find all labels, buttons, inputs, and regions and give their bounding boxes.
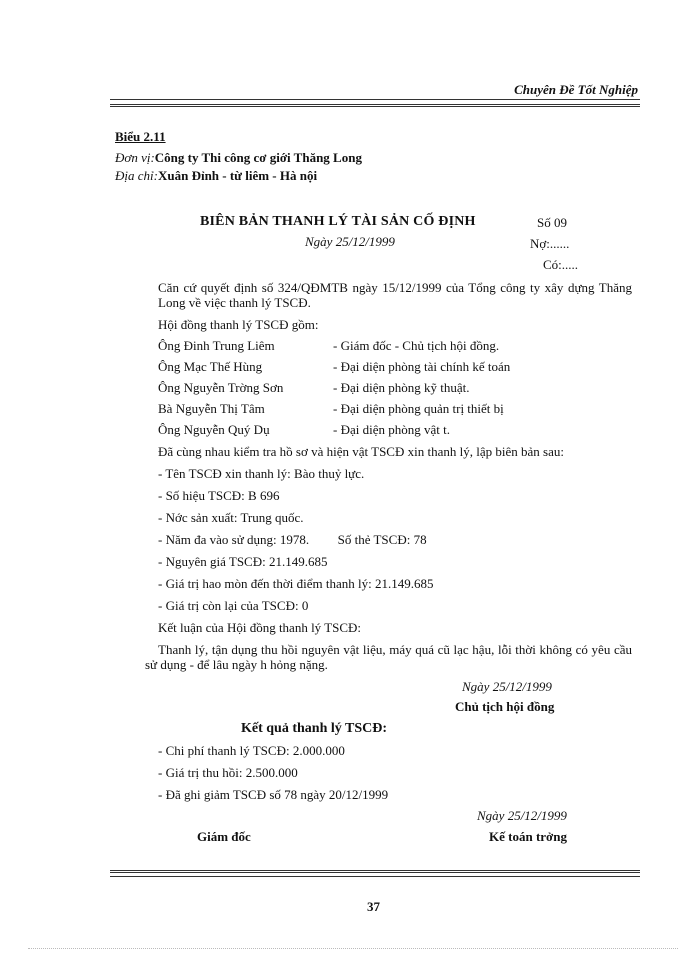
member-row [158,380,469,396]
accountant-signature: Kế toán trởng [489,829,567,844]
year-used-line [158,532,427,548]
footer-rule-double [110,870,640,873]
final-date: Ngày 25/12/1999 [477,808,567,823]
member-row [158,338,499,354]
original-cost: - Nguyên giá TSCĐ: 21.149.685 [158,554,328,569]
debit-account: Nợ:...... [530,236,570,251]
address-line [115,168,317,184]
intro-paragraph [158,280,632,310]
document-number: Số 09 [537,215,567,230]
member-role: - Giám đốc - Chủ tịch hội đồng. [333,338,500,353]
page-number: 37 [367,899,380,914]
member-role: - Đại diện phòng quản trị thiết bị [333,401,504,416]
liquidation-cost: - Chi phí thanh lý TSCĐ: 2.000.000 [158,743,345,758]
depreciation: - Giá trị hao mòn đến thời điểm thanh lý: 21.149.685 [158,576,434,591]
director-signature: Giám đốc [197,829,251,844]
credit-account: Có:..... [543,257,579,272]
member-role: - Đại diện phòng tài chính kế toán [333,359,511,374]
residual-value: - Giá trị còn lại của TSCĐ: 0 [158,598,309,613]
recorded-decrease: - Đã ghi giảm TSCĐ số 78 ngày 20/12/1999 [158,787,389,802]
member-row [158,401,504,417]
document-title: BIÊN BẢN THANH LÝ TÀI SẢN CỐ ĐỊNH [200,214,476,229]
conclusion-heading: Kết luận của Hội đồng thanh lý TSCĐ: [158,620,362,635]
member-role: - Đại diện phòng vật t. [333,422,450,437]
result-heading: Kết quả thanh lý TSCĐ: [241,721,388,736]
member-row [158,422,450,438]
unit-line [115,150,362,166]
running-header: Chuyên Đề Tốt Nghiệp [514,82,638,97]
member-role: - Đại diện phòng kỹ thuật. [333,380,470,395]
member-name: Ông Nguyễn Trờng Sơn [158,380,284,395]
unit-value: Công ty Thi công cơ giới Thăng Long [154,150,362,165]
member-name: Ông Mạc Thế Hùng [158,359,263,374]
member-row [158,359,510,375]
inspection-line: Đã cùng nhau kiểm tra hồ sơ và hiện vật TSCĐ xin thanh lý, lập biên bản sau: [158,444,564,459]
intro-text: Căn cứ quyết định số 324/QĐMTB ngày 15/12/1999 của Tổng công ty xây dựng Thăng Long về việc thanh lý TSCĐ. [158,280,632,310]
header-rule [110,99,640,100]
recovered-value: - Giá trị thu hồi: 2.500.000 [158,765,298,780]
chairman-date: Ngày 25/12/1999 [462,679,552,694]
form-code: Biểu 2.11 [115,129,166,144]
conclusion-paragraph [145,642,632,672]
asset-code: - Số hiệu TSCĐ: B 696 [158,488,280,503]
chairman-title: Chủ tịch hội đồng [455,699,555,714]
document-date: Ngày 25/12/1999 [305,234,395,249]
council-heading: Hội đồng thanh lý TSCĐ gồm: [158,317,319,332]
member-name: Ông Nguyễn Quý Dụ [158,422,270,437]
asset-origin: - Nớc sản xuất: Trung quốc. [158,510,304,525]
card-number: Số thẻ TSCĐ: 78 [337,532,427,547]
asset-name: - Tên TSCĐ xin thanh lý: Bào thuỷ lực. [158,466,365,481]
address-label: Địa chỉ: [115,168,158,183]
page-edge-dots [28,948,678,949]
address-value: Xuân Đỉnh - từ liêm - Hà nội [157,168,318,183]
footer-rule [110,876,640,877]
year-used: - Năm đa vào sử dụng: 1978. [158,532,310,547]
member-name: Bà Nguyễn Thị Tâm [158,401,265,416]
unit-label: Đơn vị: [115,150,155,165]
conclusion-text: Thanh lý, tận dụng thu hồi nguyên vật liệu, máy quá cũ lạc hậu, lỗi thời không có yêu cầu sử dụng - để lâu ngày h hỏng nặng. [145,642,632,672]
member-name: Ông Đinh Trung Liêm [158,338,275,353]
header-rule-double [110,104,640,107]
